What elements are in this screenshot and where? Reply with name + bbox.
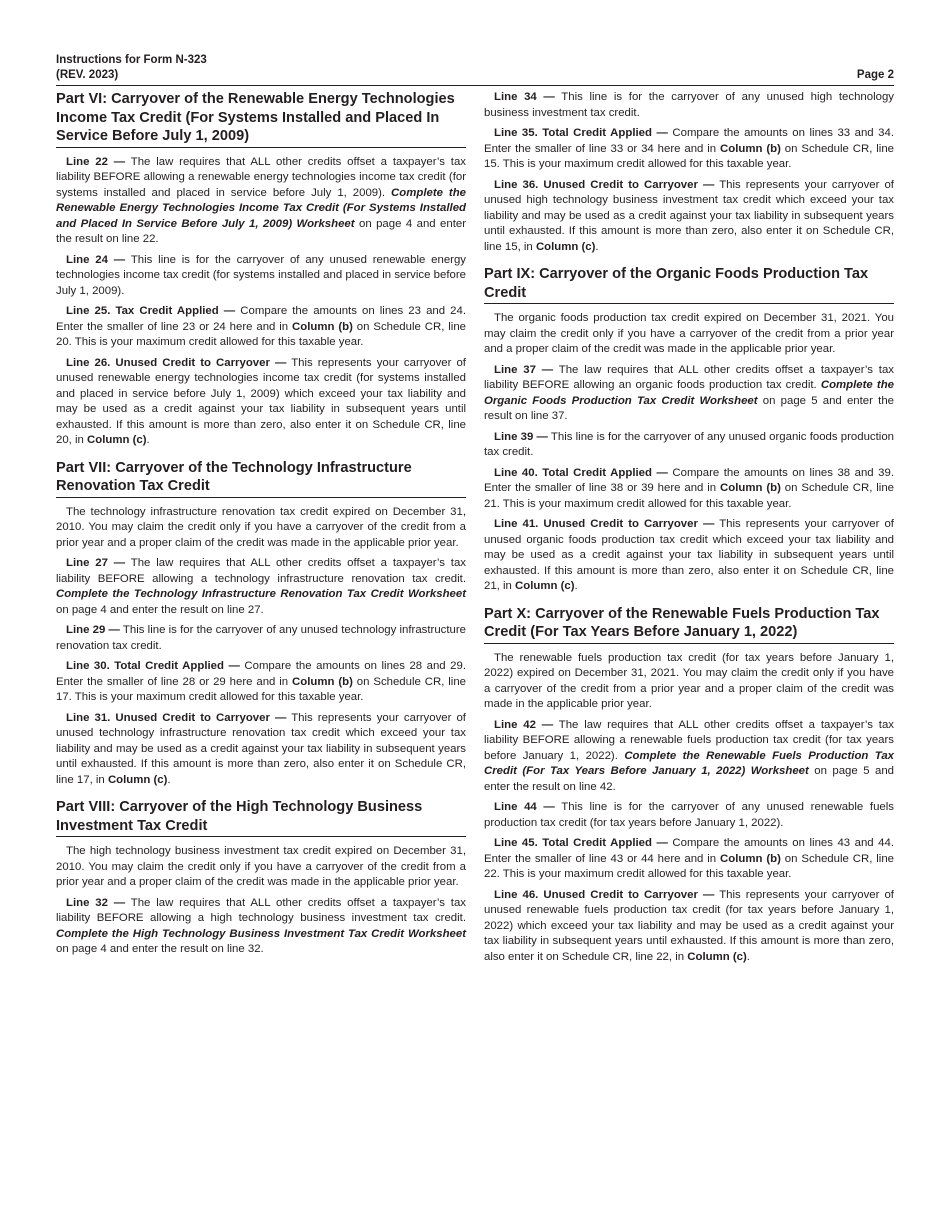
line-label: Line 36. Unused Credit to Carryover — [494, 178, 715, 191]
worksheet-reference: Complete the Renewable Energy Technologies Income Tax Credit (For Systems Installed and Placed In Service Before July 1, 2009) Worksheet [56, 186, 466, 230]
worksheet-reference: Complete the Organic Foods Production Tax Credit Worksheet [484, 379, 894, 407]
column-reference: Column (c) [535, 240, 596, 253]
section-heading: Part X: Carryover of the Renewable Fuels Production Tax Credit (For Tax Years Before January 1, 2022) [484, 605, 894, 644]
paragraph-text: on page 5 and enter the result on line 42. [484, 765, 894, 793]
section-heading: Part VI: Carryover of the Renewable Energy Technologies Income Tax Credit (For Systems Installed and Placed In Service Before July 1, 2009) [56, 90, 466, 148]
line-label: Line 27 — [66, 557, 126, 569]
paragraph-text: Compare the amounts on lines 28 and 29. Enter the smaller of line 28 or 29 here and in [56, 660, 466, 688]
paragraph-text: This line is for the carryover of any unused technology infrastructure renovation tax credit. [56, 624, 466, 652]
line-label: Line 40. Total Credit Applied — [494, 466, 668, 479]
line-label: Line 22 — [66, 155, 126, 168]
line-label: Line 39 — [494, 430, 548, 443]
paragraph-text: Compare the amounts on lines 23 and 24. Enter the smaller of line 23 or 24 here and in [56, 305, 467, 333]
instruction-paragraph [56, 253, 466, 300]
part-ix-section [484, 265, 894, 595]
instruction-paragraph [56, 623, 466, 654]
paragraph-text: This represents your carryover of unused technology infrastructure renovation tax credit which exceed your tax liability and may be used as a credit against your tax liability in subsequent years until exhausted. If this amount is more than zero, also enter it on Schedule CR, line 17, in [56, 711, 466, 786]
instruction-paragraph [56, 505, 466, 552]
instruction-paragraph [484, 430, 894, 461]
paragraph-text: The high technology business investment tax credit expired on December 31, 2010. You may claim the credit only if you have a carryover of the credit from a prior year and a proper claim of the credit was made in the applicable prior year. [56, 845, 466, 888]
instruction-paragraph [484, 651, 894, 713]
right-column [484, 90, 894, 975]
paragraph-text: This line is for the carryover of any unused renewable fuels production tax credit (for tax years before January 1, 2022). [484, 801, 894, 829]
paragraph-text: on Schedule CR, line 20. This is your maximum credit allowed for this taxable year. [56, 320, 466, 348]
worksheet-reference: Complete the Renewable Fuels Production Tax Credit (For Tax Years Before January 1, 2022) Worksheet [484, 749, 894, 777]
paragraph-text: This line is for the carryover of any unused high technology business investment tax credit. [484, 91, 894, 119]
instruction-paragraph [56, 155, 466, 248]
column-reference: Column (c) [687, 950, 747, 963]
instruction-paragraph [484, 517, 894, 595]
page-number: Page 2 [856, 69, 894, 81]
paragraph-text: This represents your carryover of unused renewable fuels production tax credit (for tax years before January 1, 2022) which exceed your tax liability and may be used as a credit against your tax liability in subsequent years until exhausted. If this amount is more than zero, also enter it on Schedule CR, line 22, in [484, 888, 894, 963]
instruction-paragraph [56, 844, 466, 891]
paragraph-text: The law requires that ALL other credits offset a taxpayer’s tax liability BEFORE allowing a technology infrastructure renovation tax credit. [56, 557, 466, 585]
instruction-paragraph [56, 659, 466, 706]
worksheet-reference: Complete the High Technology Business Investment Tax Credit Worksheet [56, 927, 466, 940]
line-label: Line 29 — [66, 624, 120, 636]
page-header [56, 53, 894, 86]
paragraph-text: This represents your carryover of unused renewable energy technologies income tax credit (for systems installed and placed in service before July 1, 2009) which exceed your tax liability and may be used as a credit against your tax liability in subsequent years until exhausted. If this amount is more than zero, also enter it on Schedule CR, line 20, in [56, 356, 466, 446]
instruction-paragraph [484, 178, 894, 256]
column-reference: Column (c) [87, 434, 147, 446]
paragraph-text: The law requires that ALL other credits offset a taxpayer’s tax liability BEFORE allowing a renewable energy technologies income tax credit (for systems installed and placed in service before July 1, 2009). [56, 155, 466, 199]
paragraph-text: The law requires that ALL other credits offset a taxpayer’s tax liability BEFORE allowing a renewable fuels production tax credit (for tax years before January 1, 2022). [484, 718, 894, 762]
line-label: Line 25. Tax Credit Applied — [66, 305, 236, 317]
column-reference: Column (b) [720, 482, 781, 494]
paragraph-text: The law requires that ALL other credits offset a taxpayer’s tax liability BEFORE allowing an organic foods production tax credit. [484, 363, 894, 391]
instruction-paragraph [484, 888, 894, 966]
paragraph-text: . [167, 773, 171, 786]
instruction-paragraph [484, 363, 894, 425]
paragraph-text: on page 4 and enter the result on line 27. [56, 603, 264, 616]
instruction-paragraph [484, 800, 894, 831]
paragraph-text: . [746, 950, 750, 963]
instruction-paragraph [56, 356, 466, 449]
column-reference: Column (b) [292, 320, 353, 333]
section-heading: Part VII: Carryover of the Technology Infrastructure Renovation Tax Credit [56, 459, 466, 498]
paragraph-text: This line is for the carryover of any unused organic foods production tax credit. [484, 430, 894, 458]
worksheet-reference: Complete the Technology Infrastructure Renovation Tax Credit Worksheet [56, 588, 466, 600]
paragraph-text: Compare the amounts on lines 43 and 44. Enter the smaller of line 43 or 44 here and in [484, 837, 894, 865]
column-reference: Column (b) [292, 675, 353, 688]
line-label: Line 32 — [66, 896, 126, 909]
paragraph-text: The renewable fuels production tax credit (for tax years before January 1, 2022) expired on December 31, 2021. You may claim the credit only if you have a carryover of the credit from a prior year and a proper claim of the credit was made in the applicable prior year. [484, 651, 894, 710]
instruction-paragraph [56, 556, 466, 618]
paragraph-text: The technology infrastructure renovation tax credit expired on December 31, 2010. You may claim the credit only if you have a carryover of the credit from a prior year and a proper claim of the credit was made in the applicable prior year. [56, 505, 466, 549]
paragraph-text: on page 5 and enter the result on line 37. [484, 394, 894, 422]
column-reference: Column (b) [720, 142, 781, 155]
paragraph-text: This represents your carryover of unused high technology business investment tax credit which exceed your tax liability and may be used as a credit against your tax liability in subsequent years until exhausted. If this amount is more than zero, also enter it on Schedule CR, line 15, in [484, 178, 894, 253]
section-heading: Part IX: Carryover of the Organic Foods Production Tax Credit [484, 265, 894, 304]
column-reference: Column (c) [107, 773, 168, 786]
paragraph-text: Compare the amounts on lines 38 and 39. Enter the smaller of line 38 or 39 here and in [484, 466, 894, 494]
instruction-paragraph [484, 466, 894, 513]
left-column [56, 90, 466, 968]
instruction-paragraph [484, 126, 894, 173]
paragraph-text: This represents your carryover of unused organic foods production tax credit which exceed your tax liability and may be used as a credit against your tax liability in subsequent years until exhausted. If this amount is more than zero, also enter it on Schedule CR, line 21, in [484, 518, 894, 592]
line-label: Line 31. Unused Credit to Carryover — [66, 711, 287, 724]
line-label: Line 35. Total Credit Applied — [494, 127, 668, 139]
paragraph-text: on Schedule CR, line 17. This is your maximum credit allowed for this taxable year. [56, 675, 466, 703]
line-label: Line 26. Unused Credit to Carryover — [66, 356, 287, 369]
paragraph-text: This line is for the carryover of any unused renewable energy technologies income tax credit (for systems installed and placed in service before July 1, 2009). [56, 253, 466, 297]
column-reference: Column (b) [720, 852, 781, 865]
paragraph-text: on Schedule CR, line 15. This is your maximum credit allowed for this taxable year. [484, 142, 894, 170]
paragraph-text: The organic foods production tax credit expired on December 31, 2021. You may claim the credit only if you have a carryover of the credit from a prior year and a proper claim of the credit was made in the applicable prior year. [484, 312, 894, 355]
part-viii-section [56, 798, 466, 958]
paragraph-text: on page 4 and enter the result on line 22. [56, 217, 466, 245]
instruction-paragraph [484, 836, 894, 883]
form-revision: (REV. 2023) [56, 69, 119, 81]
part-vii-section [56, 459, 466, 789]
instruction-paragraph [56, 896, 466, 958]
paragraph-text: The law requires that ALL other credits offset a taxpayer’s tax liability BEFORE allowing a high technology business investment tax credit. [56, 896, 466, 924]
line-label: Line 24 — [66, 253, 126, 266]
line-label: Line 46. Unused Credit to Carryover — [494, 888, 715, 901]
instruction-paragraph [484, 311, 894, 358]
paragraph-text: on Schedule CR, line 22. This is your maximum credit allowed for this taxable year. [484, 852, 894, 880]
line-label: Line 34 — [494, 91, 555, 103]
paragraph-text: . [595, 240, 599, 253]
paragraph-text: on Schedule CR, line 21. This is your maximum credit allowed for this taxable year. [484, 482, 894, 510]
line-label: Line 37 — [494, 363, 554, 376]
part-viii-cont-section [484, 90, 894, 255]
part-x-section [484, 605, 894, 966]
paragraph-text: . [146, 434, 150, 446]
section-heading: Part VIII: Carryover of the High Technology Business Investment Tax Credit [56, 798, 466, 837]
line-label: Line 42 — [494, 718, 554, 731]
line-label: Line 41. Unused Credit to Carryover — [494, 518, 715, 530]
form-name: Instructions for Form N-323 [56, 54, 207, 66]
paragraph-text: Compare the amounts on lines 33 and 34. Enter the smaller of line 33 or 34 here and in [484, 127, 894, 155]
instruction-paragraph [484, 718, 894, 796]
part-vi-section [56, 90, 466, 449]
column-reference: Column (c) [515, 580, 575, 592]
paragraph-text: . [574, 580, 578, 592]
paragraph-text: on page 4 and enter the result on line 32. [56, 943, 264, 955]
instruction-paragraph [484, 90, 894, 121]
instruction-paragraph [56, 304, 466, 351]
line-label: Line 30. Total Credit Applied — [66, 660, 240, 672]
instruction-paragraph [56, 711, 466, 789]
line-label: Line 45. Total Credit Applied — [494, 837, 668, 849]
line-label: Line 44 — [494, 801, 555, 813]
